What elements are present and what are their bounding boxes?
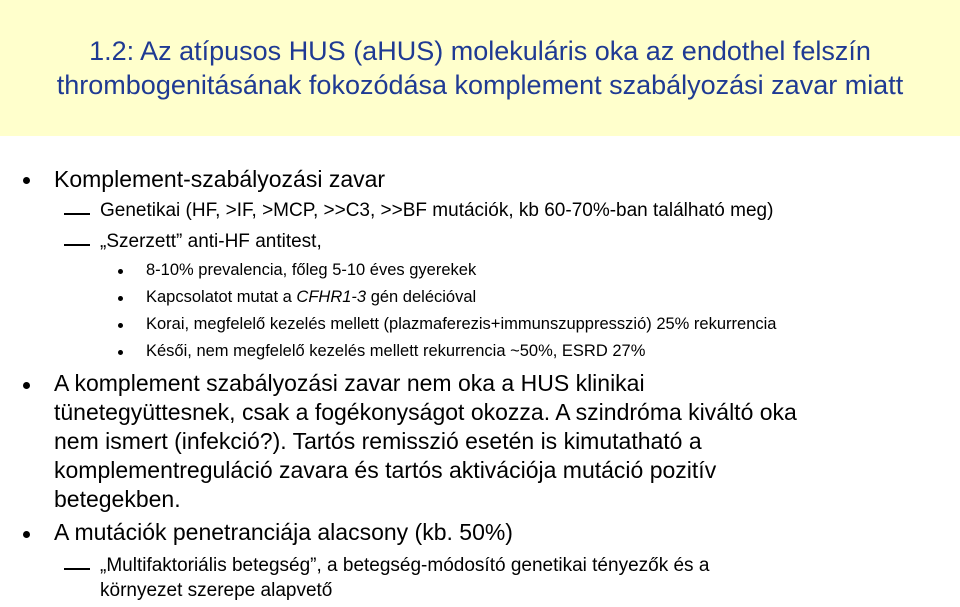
- bullet-dot: [118, 269, 123, 274]
- gene-name: CFHR1-3: [296, 288, 367, 306]
- sub-bullet-text: Genetikai (HF, >IF, >MCP, >>C3, >>BF mutációk, kb 60-70%-ban található meg): [100, 200, 774, 221]
- dash-marker: [64, 244, 90, 246]
- bullet-text-cont: nem ismert (infekció?). Tartós remisszió esetén is kimutatható a: [54, 428, 702, 454]
- dash-marker: [64, 213, 90, 215]
- bullet-dot: [118, 323, 123, 328]
- dash-marker: [64, 568, 90, 570]
- sub-sub-bullet-text: Késői, nem megfelelő kezelés mellett rekurrencia ~50%, ESRD 27%: [146, 342, 646, 360]
- bullet-text-cont: komplementreguláció zavara és tartós aktivációja mutáció pozitív: [54, 457, 717, 483]
- title-line-1: 1.2: Az atípusos HUS (aHUS) molekuláris oka az endothel felszín: [89, 36, 871, 66]
- text-part: gén delécióval: [366, 288, 477, 306]
- sub-bullet-text: „Multifaktoriális betegség”, a betegség-módosító genetikai tényezők és a: [100, 555, 710, 576]
- bullet-text-cont: betegekben.: [54, 486, 181, 512]
- sub-sub-bullet-text: 8-10% prevalencia, főleg 5-10 éves gyerekek: [146, 261, 477, 279]
- bullet-dot: [23, 531, 30, 538]
- text-part: Kapcsolatot mutat a: [146, 288, 297, 306]
- bullet-text: Komplement-szabályozási zavar: [54, 166, 386, 192]
- bullet-dot: [23, 177, 30, 184]
- sub-bullet-text: „Szerzett” anti-HF antitest,: [100, 231, 322, 252]
- bullet-dot: [118, 350, 123, 355]
- bullet-text-cont: tünetegyüttesnek, csak a fogékonyságot okozza. A szindróma kiváltó oka: [54, 399, 797, 425]
- title-line-2: thrombogenitásának fokozódása komplement szabályozási zavar miatt: [56, 70, 904, 100]
- sub-bullet-text-cont: környezet szerepe alapvető: [100, 580, 333, 601]
- bullet-dot: [118, 296, 123, 301]
- bullet-text: A komplement szabályozási zavar nem oka a HUS klinikai: [54, 370, 645, 396]
- bullet-dot: [23, 382, 30, 389]
- sub-sub-bullet-text: [146, 288, 476, 307]
- sub-sub-bullet-text: Korai, megfelelő kezelés mellett (plazmaferezis+immunszuppresszió) 25% rekurrencia: [146, 315, 777, 333]
- bullet-text: A mutációk penetranciája alacsony (kb. 50%): [54, 519, 513, 545]
